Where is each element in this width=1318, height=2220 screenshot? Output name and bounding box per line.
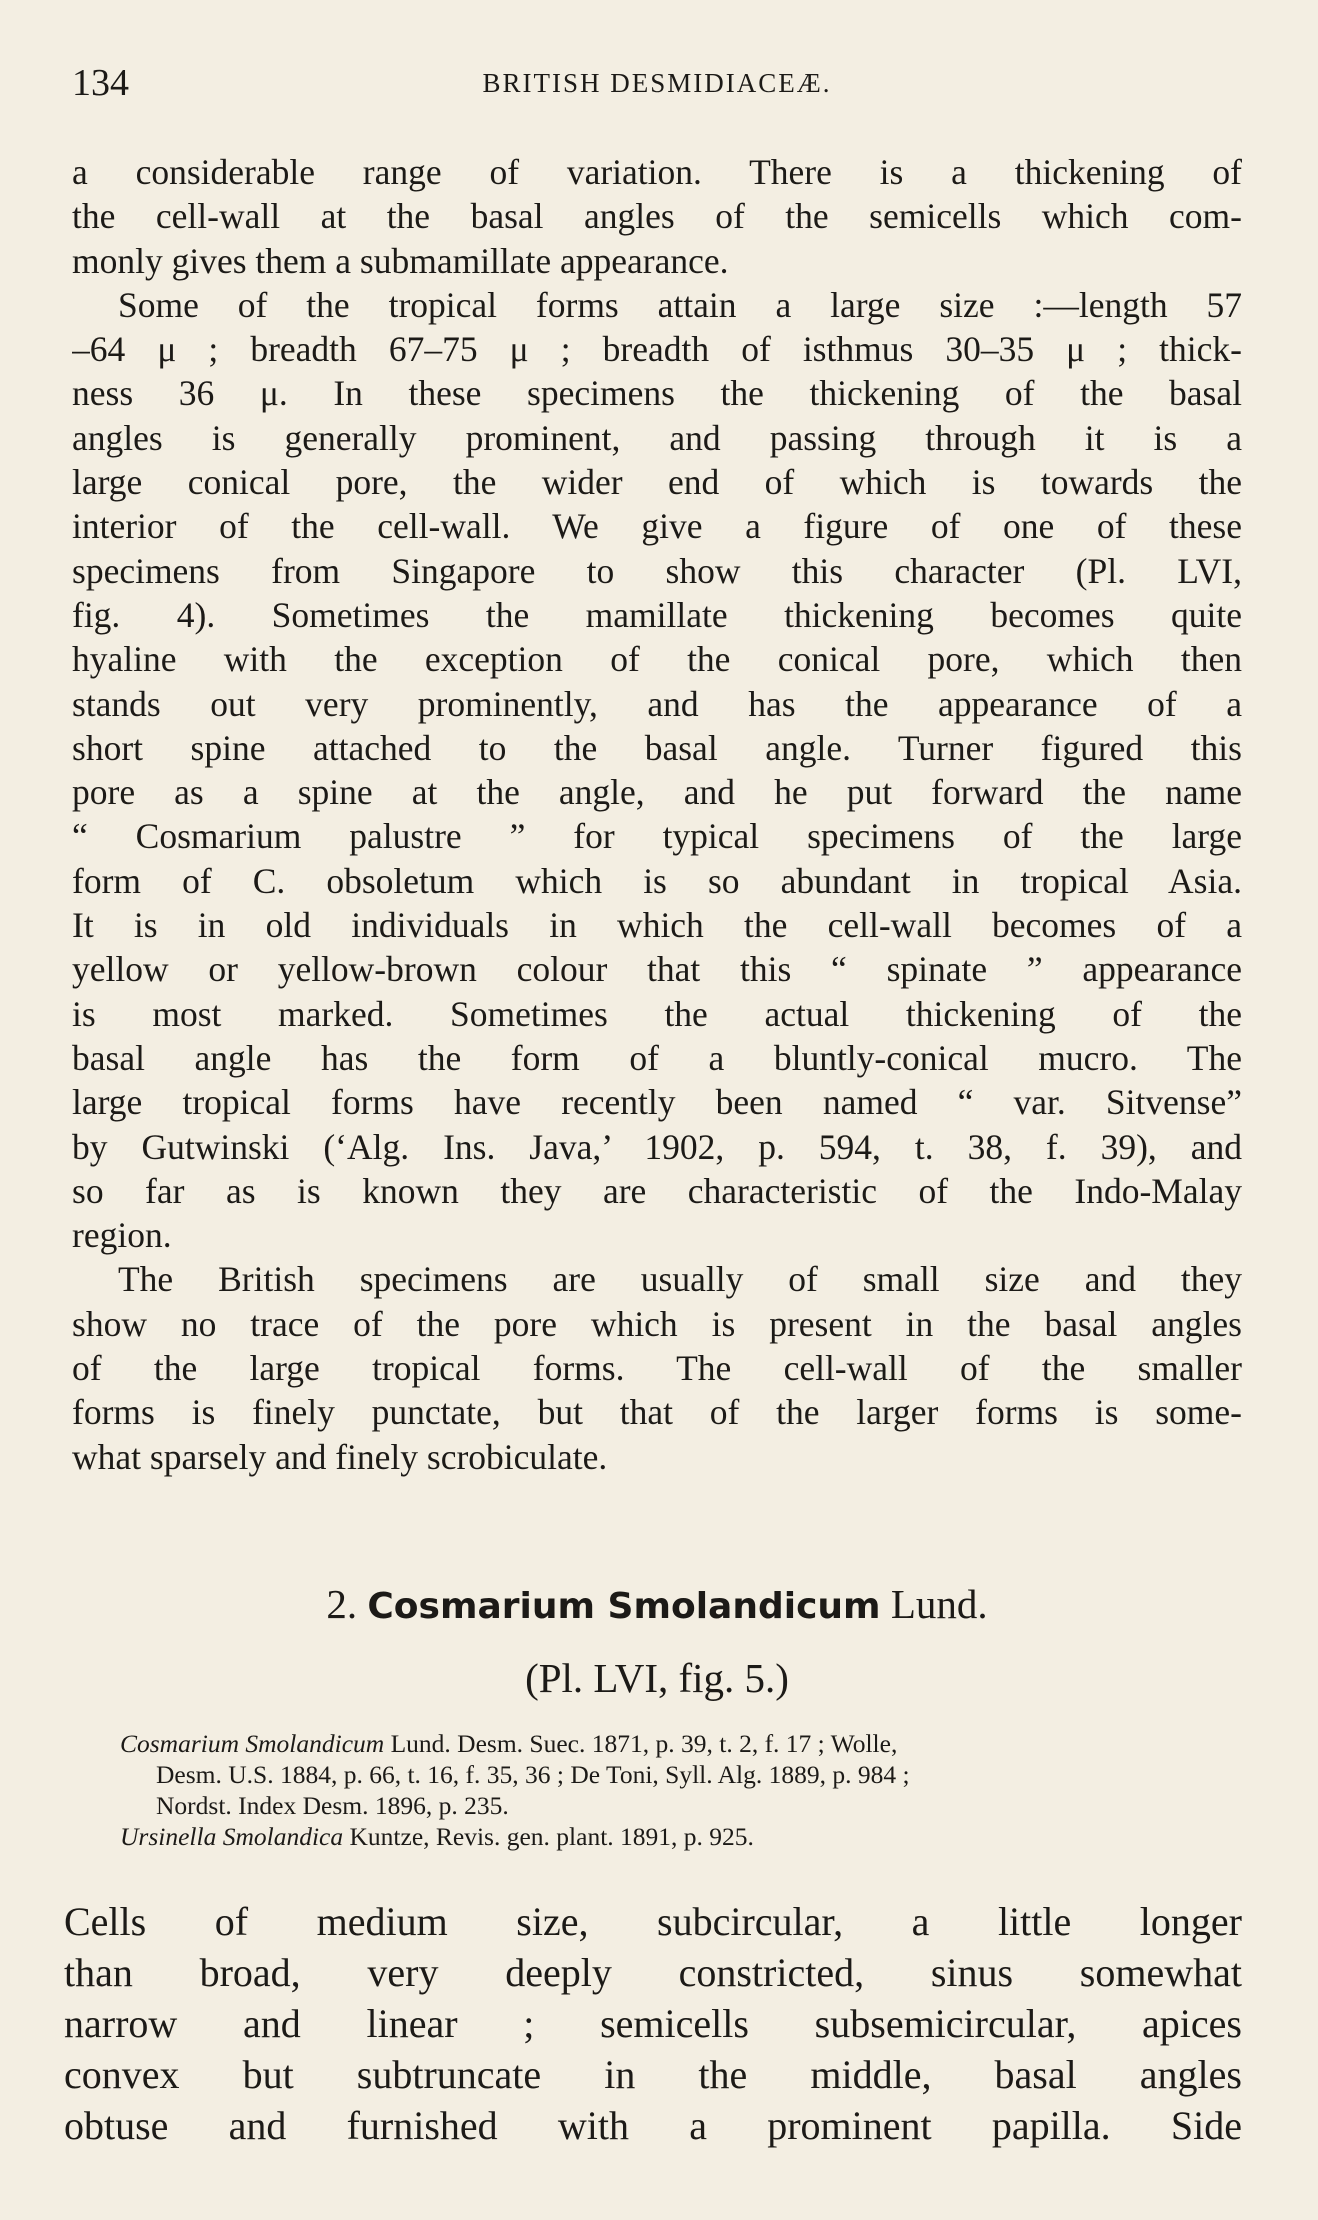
description-line: narrow and linear ; semicells subsemicircular, apices (64, 2001, 1242, 2046)
text-line: angles is generally prominent, and passing through it is a (72, 417, 1242, 458)
text-line: form of C. obsoletum which is so abundant in tropical Asia. (72, 860, 1242, 901)
synonymy-line: Desm. U.S. 1884, p. 66, t. 16, f. 35, 36 ; De Toni, Syll. Alg. 1889, p. 984 ; (156, 1760, 910, 1789)
species-number: 2. (326, 1581, 358, 1627)
synonymy-line (120, 1821, 1242, 1852)
text-line: pore as a spine at the angle, and he put forward the name (72, 772, 1242, 813)
text-line: Some of the tropical forms attain a large size :—length 57 (118, 284, 1242, 325)
text-line: ness 36 μ. In these specimens the thickening of the basal (72, 373, 1242, 414)
body-text (72, 150, 1242, 1479)
text-line: hyaline with the exception of the conical pore, which then (72, 639, 1242, 680)
description-line: Cells of medium size, subcircular, a little longer (64, 1899, 1242, 1944)
species-name: Cosmarium Smolandicum (367, 1586, 881, 1627)
synonym-citation: Kuntze, Revis. gen. plant. 1891, p. 925. (343, 1822, 754, 1851)
synonym-citation: Lund. Desm. Suec. 1871, p. 39, t. 2, f. 17 ; Wolle, (384, 1729, 898, 1758)
text-line: large conical pore, the wider end of which is towards the (72, 462, 1242, 503)
text-line: forms is finely punctate, but that of the larger forms is some- (72, 1392, 1242, 1433)
species-description (64, 1896, 1242, 2151)
text-line: show no trace of the pore which is present in the basal angles (72, 1303, 1242, 1344)
text-line: specimens from Singapore to show this character (Pl. LVI, (72, 550, 1242, 591)
description-line: than broad, very deeply constricted, sinus somewhat (64, 1950, 1242, 1995)
synonym-name: Ursinella Smolandica (120, 1822, 344, 1851)
text-line: so far as is known they are characteristic of the Indo-Malay (72, 1170, 1242, 1211)
text-line: the cell-wall at the basal angles of the semicells which com- (72, 196, 1242, 237)
text-line: stands out very prominently, and has the appearance of a (72, 683, 1242, 724)
text-line: short spine attached to the basal angle. Turner figured this (72, 727, 1242, 768)
text-line: –64 μ ; breadth 67–75 μ ; breadth of isthmus 30–35 μ ; thick- (72, 329, 1242, 370)
text-line: basal angle has the form of a bluntly-conical mucro. The (72, 1037, 1242, 1078)
text-line: what sparsely and finely scrobiculate. (72, 1436, 608, 1477)
text-line: region. (72, 1215, 172, 1256)
text-line: yellow or yellow-brown colour that this “ spinate ” appearance (72, 949, 1242, 990)
species-heading (72, 1574, 1242, 1637)
text-line: is most marked. Sometimes the actual thickening of the (72, 993, 1242, 1034)
running-head: BRITISH DESMIDIACEÆ. (482, 68, 832, 98)
synonymy-entry (120, 1728, 1242, 1821)
text-line: “ Cosmarium palustre ” for typical specimens of the large (72, 816, 1242, 857)
page-number: 134 (72, 62, 129, 104)
synonymy-line (120, 1728, 1242, 1759)
description-line: obtuse and furnished with a prominent papilla. Side (64, 2103, 1242, 2148)
synonymy-line: Nordst. Index Desm. 1896, p. 235. (156, 1791, 509, 1820)
text-line: monly gives them a submamillate appearance. (72, 240, 729, 281)
text-line: large tropical forms have recently been named “ var. Sitvense” (72, 1082, 1242, 1123)
synonymy-entry (120, 1821, 1242, 1852)
text-line: The British specimens are usually of small size and they (118, 1259, 1242, 1300)
text-line: interior of the cell-wall. We give a figure of one of these (72, 506, 1242, 547)
synonymy (120, 1728, 1242, 1852)
text-line: fig. 4). Sometimes the mamillate thickening becomes quite (72, 594, 1242, 635)
text-line: of the large tropical forms. The cell-wall of the smaller (72, 1348, 1242, 1389)
text-line: by Gutwinski (‘Alg. Ins. Java,’ 1902, p. 594, t. 38, f. 39), and (72, 1126, 1242, 1167)
plate-reference: (Pl. LVI, fig. 5.) (525, 1655, 789, 1701)
text-line: a considerable range of variation. There is a thickening of (72, 152, 1242, 192)
synonym-name: Cosmarium Smolandicum (120, 1729, 385, 1758)
text-line: It is in old individuals in which the cell-wall becomes of a (72, 905, 1242, 946)
page-header (72, 58, 1242, 108)
description-line: convex but subtruncate in the middle, basal angles (64, 2052, 1242, 2097)
species-authority: Lund. (890, 1581, 988, 1627)
